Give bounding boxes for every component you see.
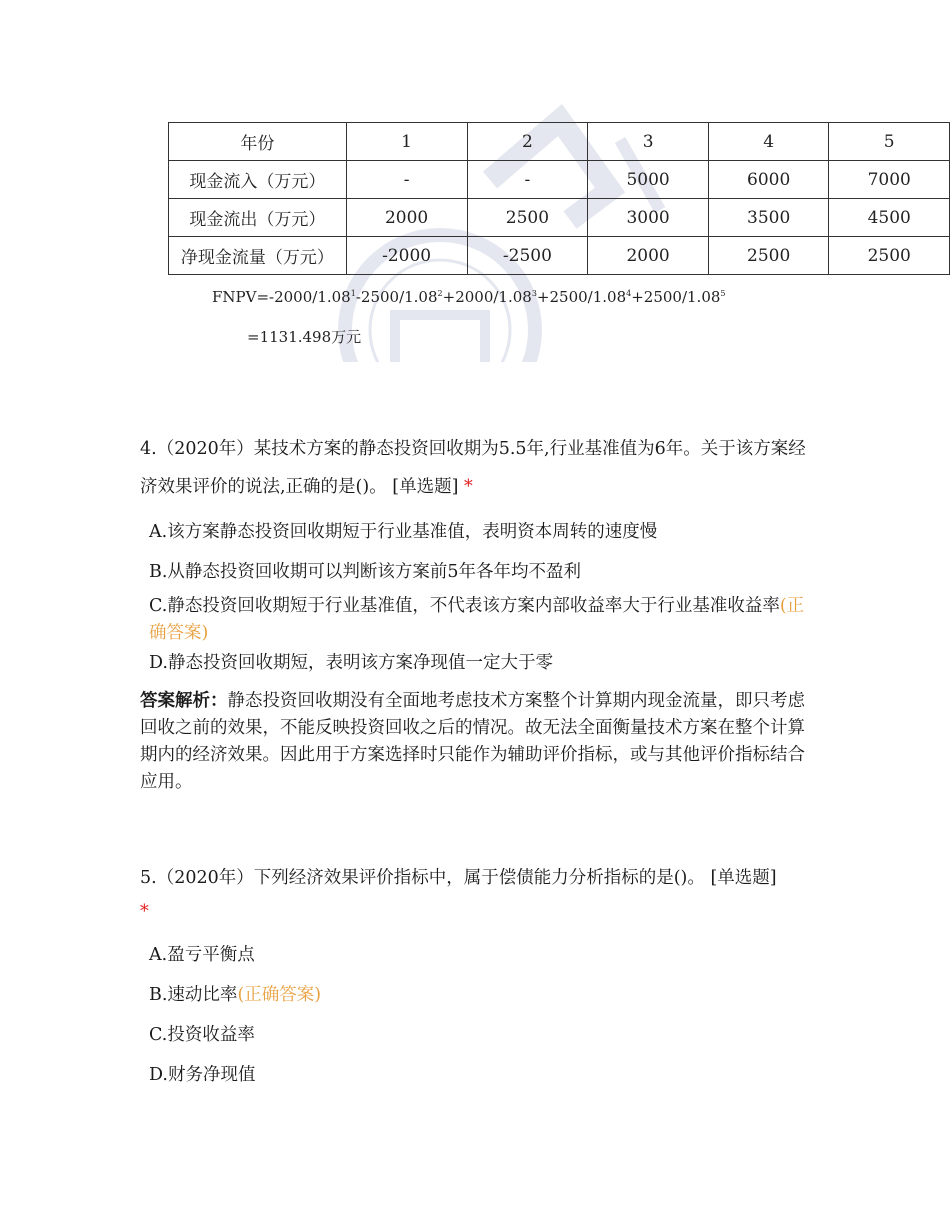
table-header-cell: 1 xyxy=(346,123,467,161)
q5-option-b[interactable] xyxy=(149,982,809,1009)
table-header-cell: 3 xyxy=(588,123,709,161)
table-cell: 2500 xyxy=(708,237,829,275)
formula-exponent: 1 xyxy=(350,289,356,298)
analysis-label: 答案解析： xyxy=(140,691,228,711)
table-row-label: 现金流入（万元） xyxy=(169,161,347,199)
table-row xyxy=(169,161,950,199)
table-header-cell: 2 xyxy=(467,123,588,161)
fnpv-result: =1131.498万元 xyxy=(247,328,362,346)
table-cell: 2000 xyxy=(346,199,467,237)
table-row-label: 净现金流量（万元） xyxy=(169,237,347,275)
correct-answer-tag: (正确答案) xyxy=(237,985,322,1005)
formula-part: +2500/1.08 xyxy=(536,288,627,306)
question-text: 5.（2020年）下列经济效果评价指标中，属于偿债能力分析指标的是()。 [单选题] xyxy=(140,868,777,888)
formula-exponent: 4 xyxy=(626,289,632,298)
question-5-stem xyxy=(140,861,820,929)
q4-option-a[interactable] xyxy=(149,519,809,546)
q4-option-b[interactable] xyxy=(149,559,809,586)
option-text: D.财务净现值 xyxy=(149,1065,256,1085)
table-row xyxy=(169,237,950,275)
option-text: C.静态投资回收期短于行业基准值，不代表该方案内部收益率大于行业基准收益率 xyxy=(149,596,780,616)
q4-answer-analysis xyxy=(140,688,815,796)
table-header-cell: 年份 xyxy=(169,123,347,161)
formula-part: +2000/1.08 xyxy=(442,288,532,306)
table-cell: 5000 xyxy=(588,161,709,199)
required-star: * xyxy=(140,902,149,922)
q5-option-a[interactable] xyxy=(149,942,809,969)
analysis-text: 静态投资回收期没有全面地考虑技术方案整个计算期内现金流量，即只考虑回收之前的效果，不能反映投资回收之后的情况。故无法全面衡量技术方案在整个计算期内的经济效果。因此用于方案选择时只能作为辅助评价指标，或与其他评价指标结合应用。 xyxy=(140,691,805,792)
formula-part: +2500/1.08 xyxy=(631,288,721,306)
question-text: 4.（2020年）某技术方案的静态投资回收期为5.5年,行业基准值为6年。关于该方案经济效果评价的说法,正确的是()。 [单选题] xyxy=(140,439,806,497)
option-text: B.速动比率 xyxy=(149,985,238,1005)
formula-exponent: 2 xyxy=(437,289,443,298)
table-cell: 2500 xyxy=(829,237,950,275)
option-text: A.该方案静态投资回收期短于行业基准值，表明资本周转的速度慢 xyxy=(149,522,658,542)
table-cell: 3500 xyxy=(708,199,829,237)
required-star: * xyxy=(464,477,473,497)
formula-exponent: 3 xyxy=(531,289,537,298)
correct-answer-tag: (正确答案) xyxy=(149,596,805,643)
table-row-label: 现金流出（万元） xyxy=(169,199,347,237)
table-header-cell: 5 xyxy=(829,123,950,161)
table-cell: 3000 xyxy=(588,199,709,237)
cashflow-table-figure xyxy=(140,100,950,362)
q5-option-d[interactable] xyxy=(149,1062,809,1089)
formula-exponent: 5 xyxy=(720,289,726,298)
option-text: B.从静态投资回收期可以判断该方案前5年各年均不盈利 xyxy=(149,562,582,582)
q4-option-d[interactable] xyxy=(149,650,809,677)
table-cell: 7000 xyxy=(829,161,950,199)
q4-option-c[interactable] xyxy=(149,593,809,647)
table-row xyxy=(169,199,950,237)
q5-option-c[interactable] xyxy=(149,1022,809,1049)
table-cell: 4500 xyxy=(829,199,950,237)
table-header-cell: 4 xyxy=(708,123,829,161)
option-text: D.静态投资回收期短，表明该方案净现值一定大于零 xyxy=(149,653,553,673)
question-4-stem xyxy=(140,430,820,506)
table-cell: 2000 xyxy=(588,237,709,275)
cashflow-table xyxy=(168,122,950,275)
option-text: C.投资收益率 xyxy=(149,1025,255,1045)
table-header-row xyxy=(169,123,950,161)
option-text: A.盈亏平衡点 xyxy=(149,945,255,965)
table-cell: - xyxy=(467,161,588,199)
table-cell: 6000 xyxy=(708,161,829,199)
fnpv-formula xyxy=(212,288,726,306)
table-cell: -2500 xyxy=(467,237,588,275)
table-cell: 2500 xyxy=(467,199,588,237)
formula-part: FNPV=-2000/1.08 xyxy=(212,288,351,306)
table-cell: - xyxy=(346,161,467,199)
table-cell: -2000 xyxy=(346,237,467,275)
formula-part: -2500/1.08 xyxy=(355,288,438,306)
